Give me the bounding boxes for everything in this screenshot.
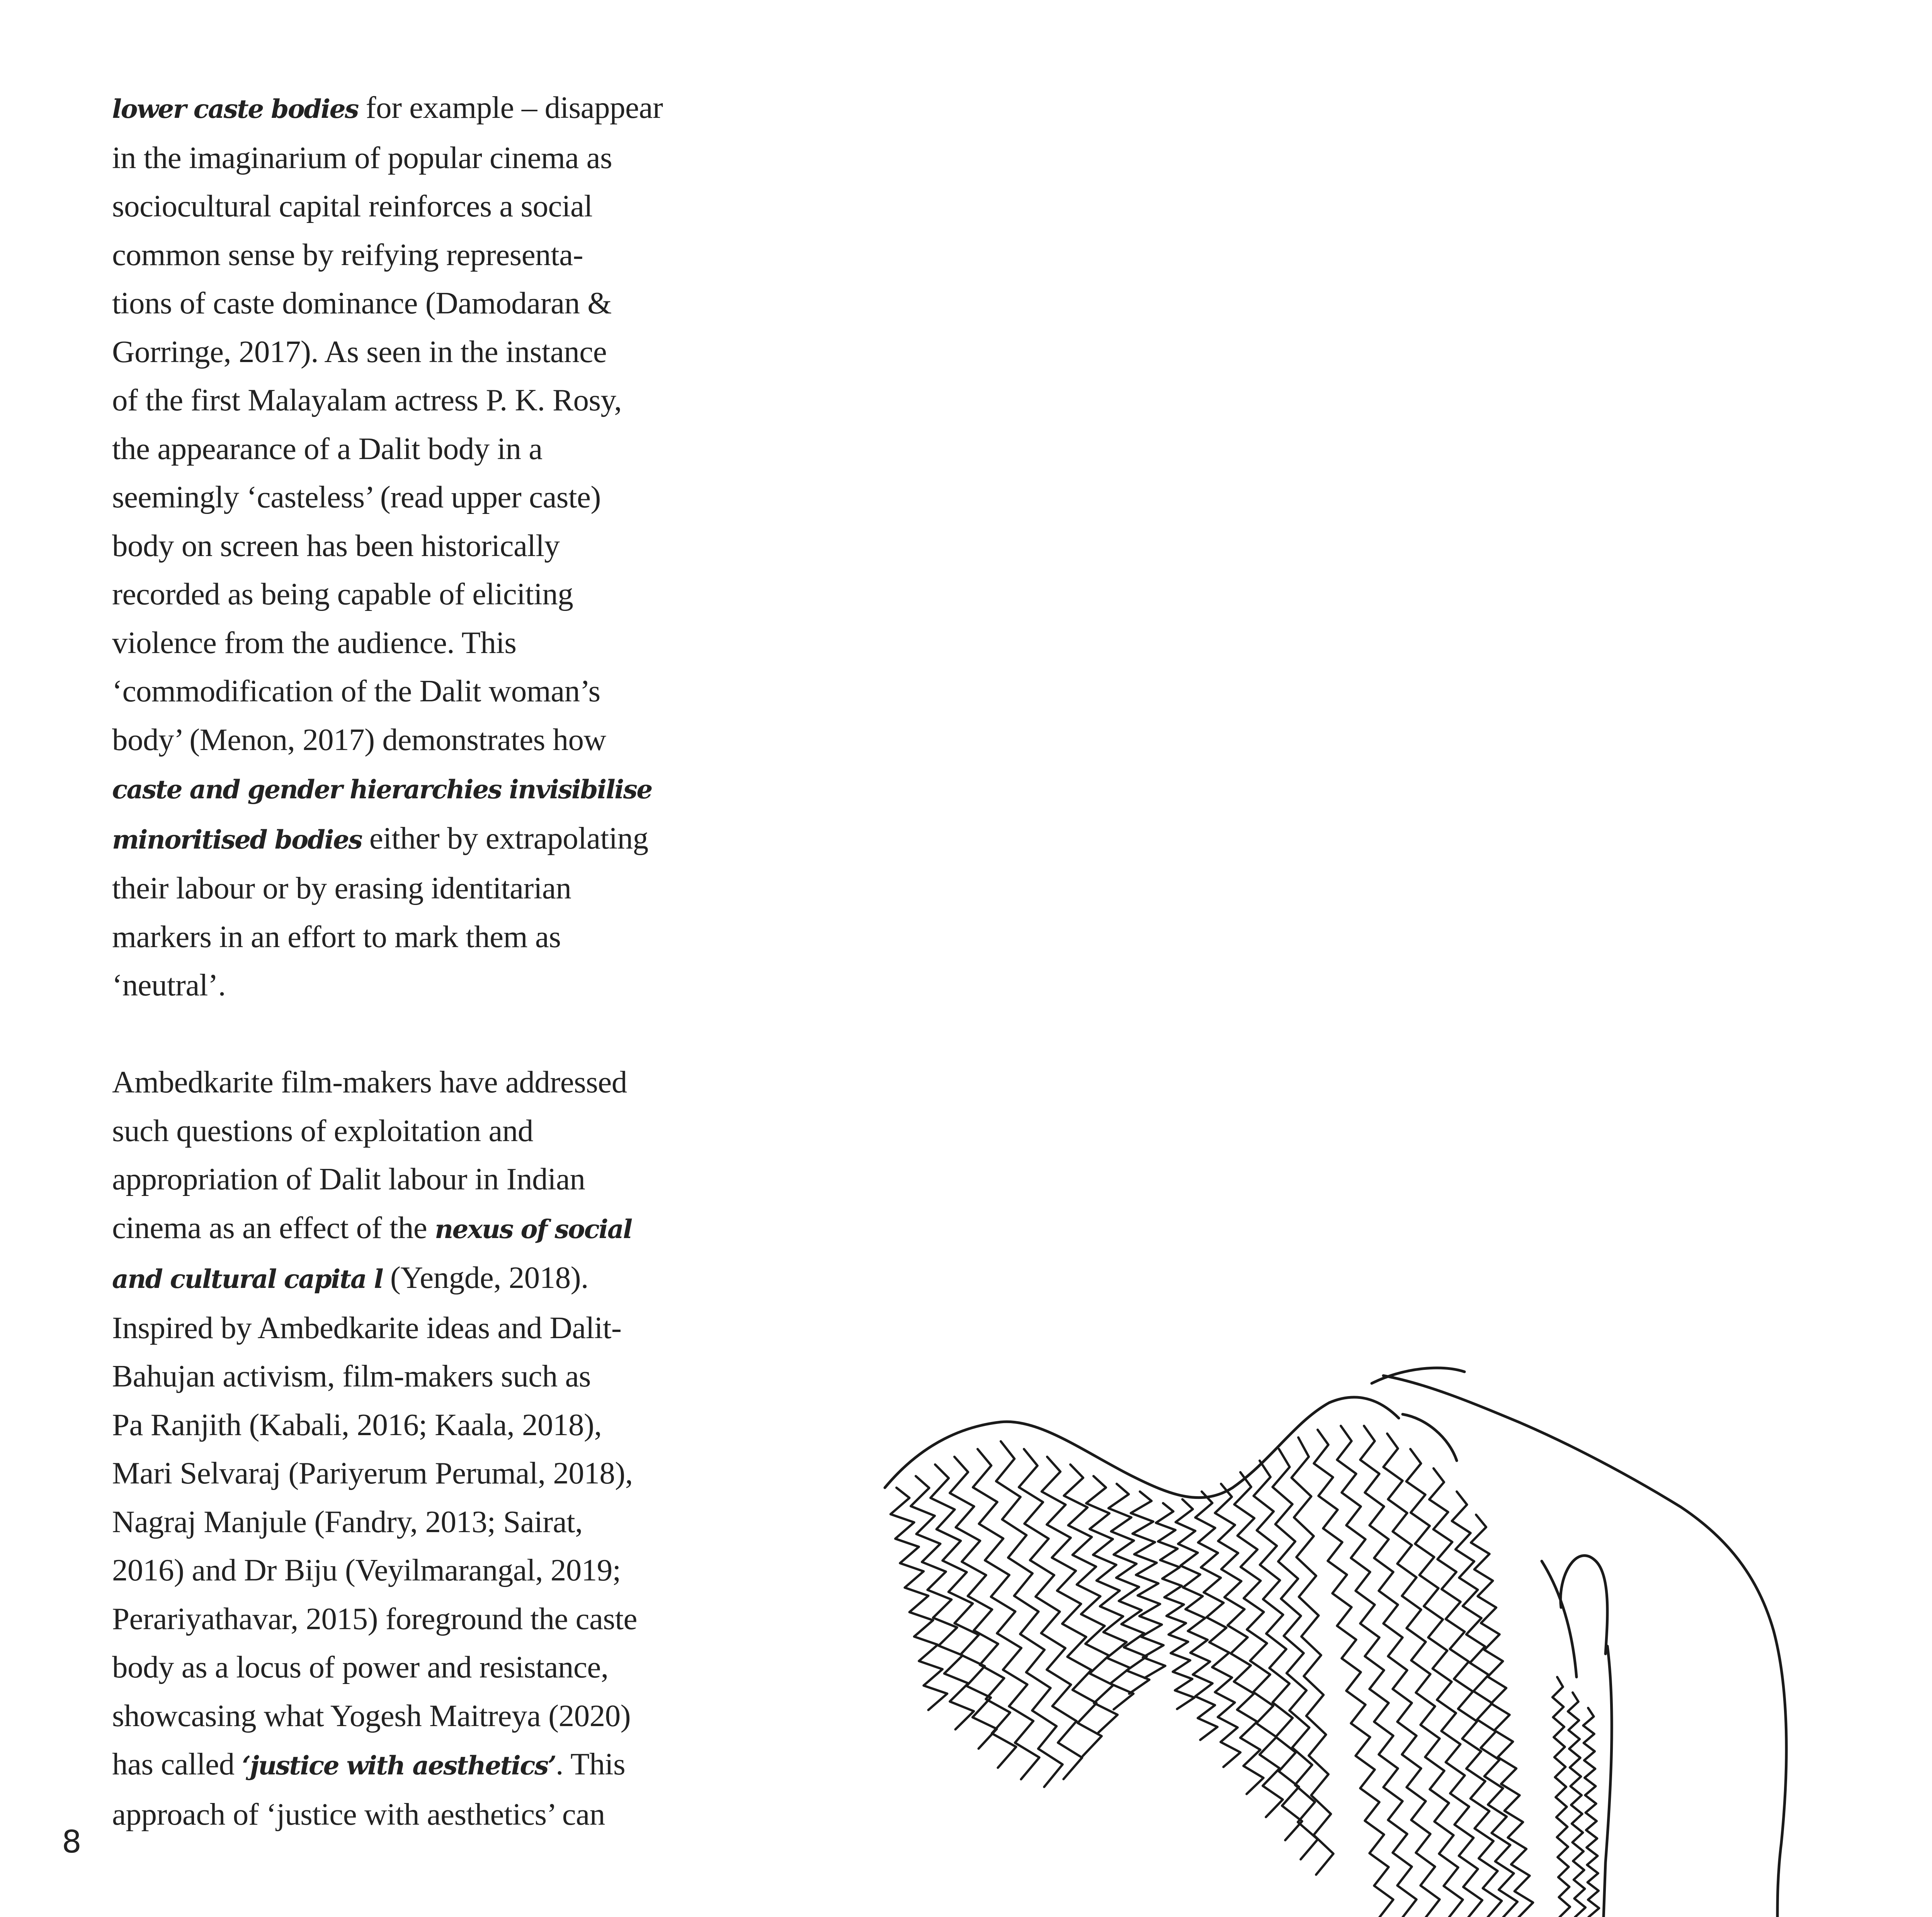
page-number-left: 8 (62, 1824, 82, 1860)
text-run: Nagraj Manjule (Fandry, 2013; Sairat, (112, 1504, 583, 1539)
sketch-inner-line (1542, 1561, 1577, 1677)
text-run: has called (112, 1747, 242, 1781)
text-run: sociocultural capital reinforces a social (112, 189, 593, 223)
text-run: Perariyathavar, 2015) foreground the caste (112, 1601, 637, 1636)
handwritten-emphasis: caste and gender hierarchies invisibilise (112, 774, 652, 805)
text-line (112, 1204, 676, 1254)
sketch-inner-loop (1561, 1556, 1607, 1654)
text-run: either by extrapolating (362, 820, 648, 856)
handwritten-emphasis: ‘justice with aesthetics’ (242, 1750, 556, 1781)
text-run: markers in an effort to mark them as (112, 919, 561, 954)
text-run: Ambedkarite film-makers have addressed (112, 1065, 627, 1099)
text-run: . This (556, 1747, 626, 1781)
text-line (112, 864, 676, 913)
handwritten-emphasis: minoritised bodies (112, 824, 362, 855)
text-line (112, 1352, 676, 1401)
text-run: seemingly ‘casteless’ (read upper caste) (112, 480, 601, 514)
text-line (112, 1595, 676, 1643)
text-run: of the first Malayalam actress P. K. Rosy, (112, 383, 622, 417)
text-line (112, 425, 676, 473)
text-line (112, 764, 676, 814)
sketch-hatch-stroke (1553, 1677, 1570, 1917)
text-run: tions of caste dominance (Damodaran & (112, 286, 612, 320)
text-line (112, 814, 676, 864)
text-line (112, 1401, 676, 1449)
text-line (112, 1155, 676, 1204)
text-run: body on screen has been historically (112, 528, 560, 563)
text-run: the appearance of a Dalit body in a (112, 431, 543, 466)
text-run: recorded as being capable of eliciting (112, 577, 573, 611)
text-run: approach of ‘justice with aesthetics’ can (112, 1796, 605, 1832)
sketch-hatch-stroke (973, 1449, 1039, 1779)
text-line (112, 231, 676, 279)
text-line (112, 83, 676, 134)
text-line (112, 570, 676, 619)
text-run: violence from the audience. This (112, 625, 517, 660)
text-line (112, 1790, 676, 1839)
left-page-text (112, 83, 676, 1887)
text-line (112, 328, 676, 376)
text-run: for example – disappear (358, 90, 663, 125)
text-line (112, 1643, 676, 1692)
text-line (112, 134, 676, 182)
text-line (112, 1058, 676, 1107)
text-line (112, 279, 676, 328)
text-run: Gorringe, 2017). As seen in the instance (112, 334, 607, 369)
text-line (112, 1692, 676, 1740)
text-line (112, 182, 676, 231)
text-run: such questions of exploitation and (112, 1113, 533, 1148)
sketch-svg (838, 1360, 1859, 1917)
sketch-hatching (891, 1426, 1599, 1917)
text-run: Bahujan activism, film-makers such as (112, 1359, 591, 1393)
sketch-inner-curve (1403, 1414, 1457, 1461)
text-run: showcasing what Yogesh Maitreya (2020) (112, 1698, 631, 1733)
sketch-hatch-stroke (1429, 1468, 1502, 1917)
text-line (112, 522, 676, 570)
text-run: in the imaginarium of popular cinema as (112, 140, 612, 175)
text-run: ‘neutral’. (112, 968, 226, 1002)
text-line (112, 961, 676, 1010)
text-run: cinema as an effect of the (112, 1210, 435, 1245)
text-run: Inspired by Ambedkarite ideas and Dalit- (112, 1310, 622, 1345)
text-run: body’ (Menon, 2017) demonstrates how (112, 722, 606, 757)
text-run: common sense by reifying representa- (112, 237, 583, 272)
text-line (112, 619, 676, 667)
text-line (112, 1254, 676, 1304)
text-line (112, 913, 676, 961)
sketched-body-illustration-icon (838, 1360, 1859, 1917)
text-run: (Yengde, 2018). (383, 1260, 588, 1295)
text-run: appropriation of Dalit labour in Indian (112, 1162, 585, 1196)
text-run: Pa Ranjith (Kabali, 2016; Kaala, 2018), (112, 1407, 602, 1442)
sketch-inner-line-right (1604, 1646, 1612, 1917)
text-run: 2016) and Dr Biju (Veyilmarangal, 2019; (112, 1553, 621, 1587)
text-run: ‘commodification of the Dalit woman’s (112, 674, 600, 708)
sketch-hatch-stroke (1583, 1708, 1599, 1917)
body-paragraph (112, 83, 676, 1010)
body-paragraph (112, 1058, 676, 1839)
text-line (112, 716, 676, 764)
text-line (112, 1740, 676, 1790)
text-line (112, 376, 676, 425)
sketch-outline-top (885, 1397, 1399, 1498)
handwritten-emphasis: and cultural capita l (112, 1264, 383, 1294)
text-run: their labour or by erasing identitarian (112, 871, 571, 905)
text-line (112, 1498, 676, 1546)
text-line (112, 1304, 676, 1352)
sketch-outline-right (1383, 1376, 1786, 1917)
text-line (112, 1546, 676, 1595)
text-line (112, 473, 676, 522)
text-line (112, 1107, 676, 1155)
handwritten-emphasis: nexus of social (435, 1214, 632, 1244)
text-line (112, 1449, 676, 1498)
handwritten-emphasis: lower caste bodies (112, 94, 358, 124)
text-run: body as a locus of power and resistance, (112, 1650, 609, 1684)
text-line (112, 667, 676, 716)
text-run: Mari Selvaraj (Pariyerum Perumal, 2018), (112, 1456, 633, 1490)
sketch-hatch-stroke (891, 1488, 947, 1710)
